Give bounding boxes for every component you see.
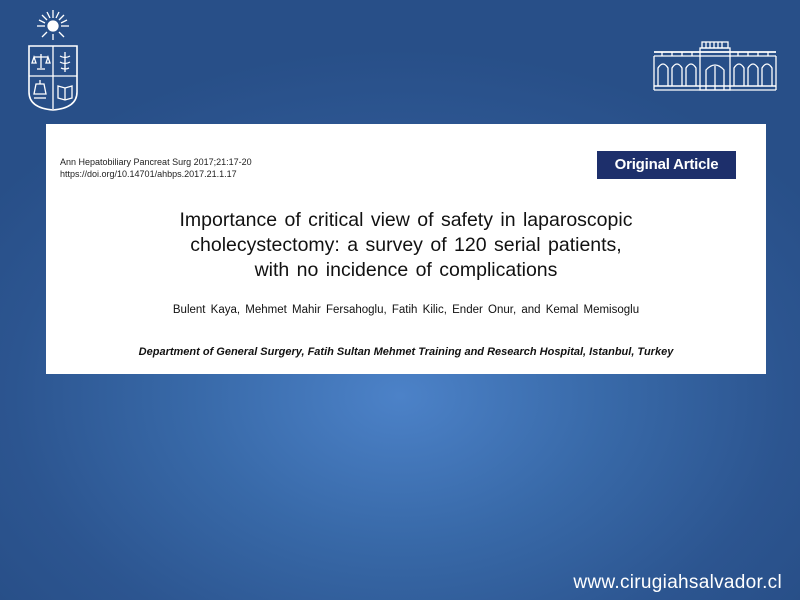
doi-link: https://doi.org/10.14701/ahbps.2017.21.1.17	[60, 169, 237, 179]
title-line: with no incidence of complications	[254, 259, 558, 281]
journal-reference: Ann Hepatobiliary Pancreat Surg 2017;21:17-20	[60, 157, 252, 167]
article-title	[86, 208, 726, 283]
hospital-building-icon	[652, 40, 778, 94]
article-header-image	[46, 124, 766, 374]
journal-citation	[60, 156, 252, 180]
university-crest-icon	[24, 8, 82, 112]
website-url: www.cirugiahsalvador.cl	[573, 572, 782, 593]
affiliation: Department of General Surgery, Fatih Sultan Mehmet Training and Research Hospital, Istanbul, Turkey	[138, 346, 674, 358]
title-line: cholecystectomy: a survey of 120 serial patients,	[190, 234, 622, 256]
article-type-badge: Original Article	[597, 151, 736, 179]
title-line: Importance of critical view of safety in laparoscopic	[179, 209, 633, 231]
author-list: Bulent Kaya, Mehmet Mahir Fersahoglu, Fatih Kilic, Ender Onur, and Kemal Memisoglu	[172, 304, 640, 316]
